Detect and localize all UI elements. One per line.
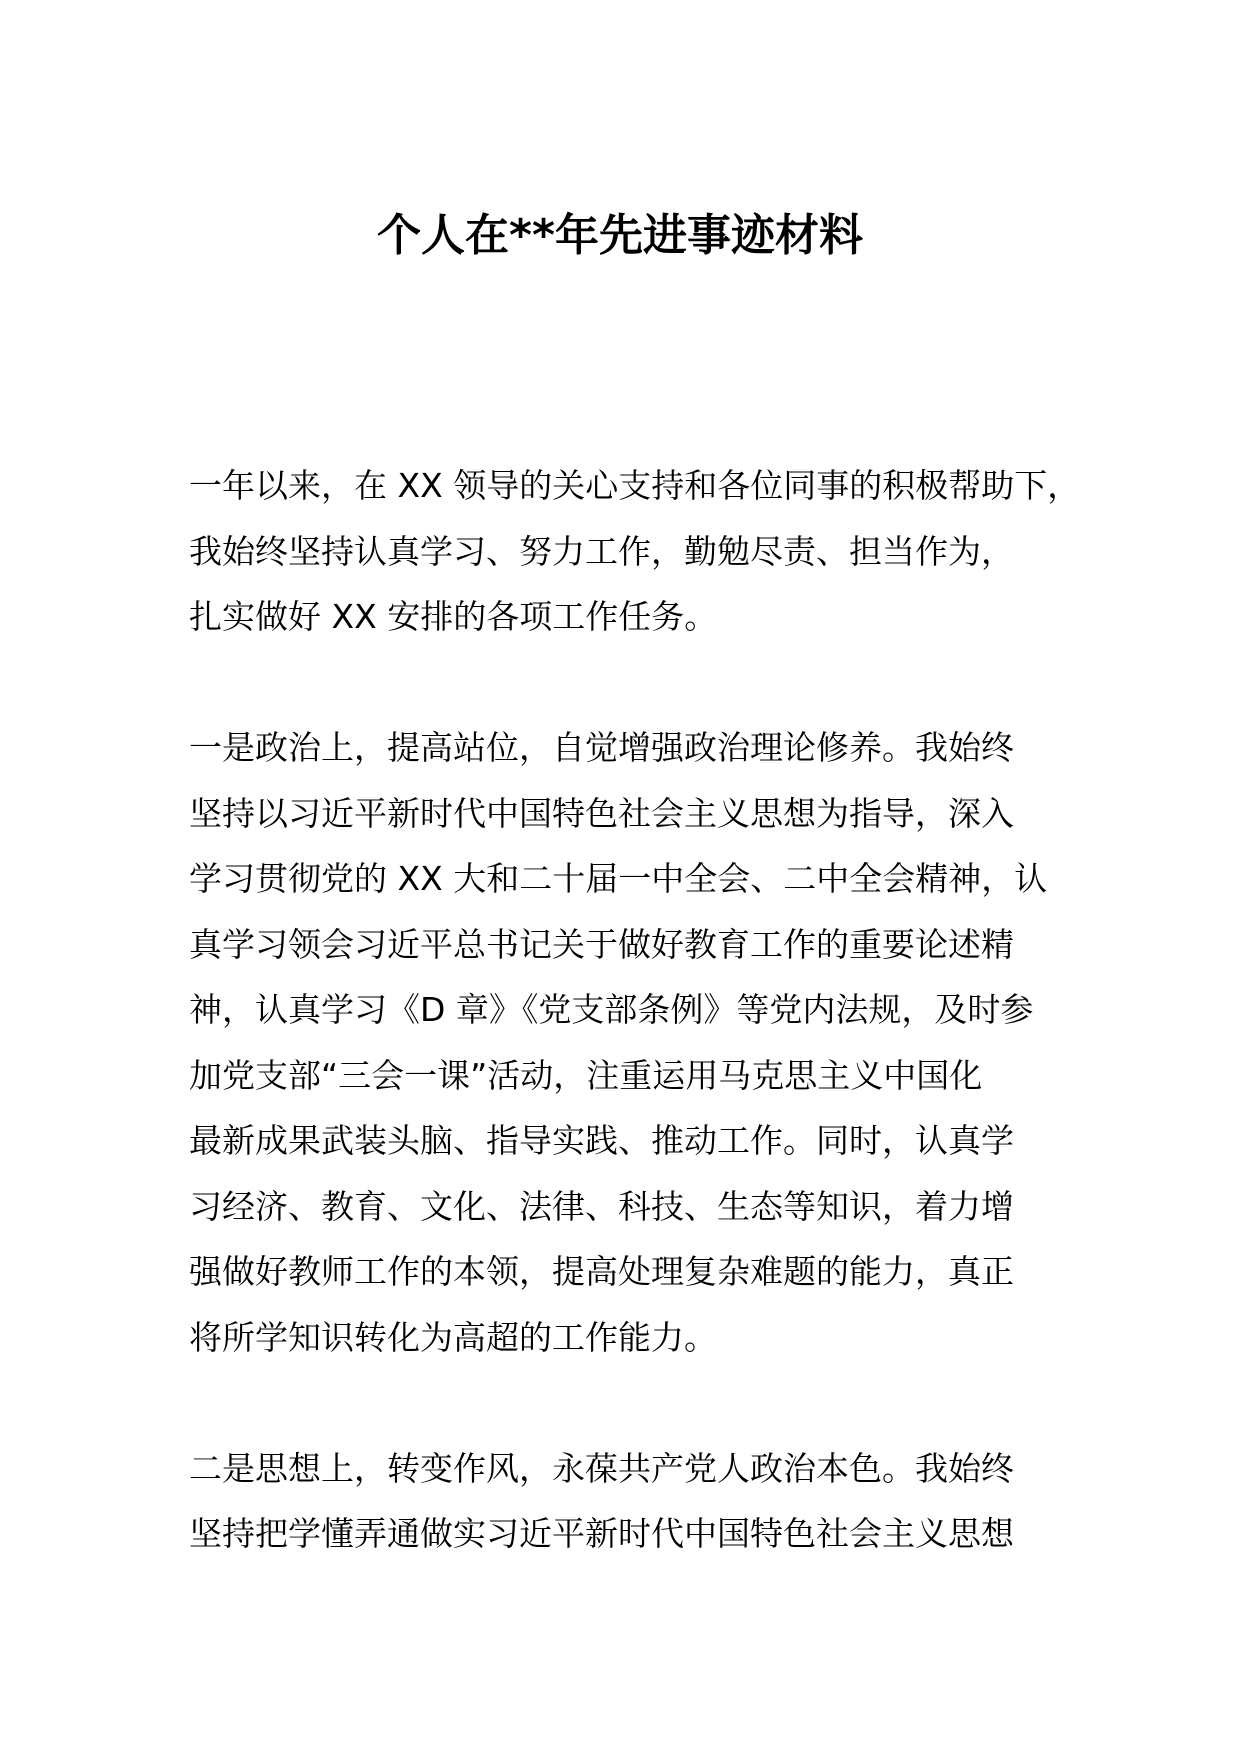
text-line: 将所学知识转化为高超的工作能力。 [189,1317,717,1357]
text-line: 坚持以习近平新时代中国特色社会主义思想为指导，深入 [189,793,1014,833]
text-line: 坚持把学懂弄通做实习近平新时代中国特色社会主义思想 [189,1514,1014,1553]
paragraph-3 [189,1436,1089,1567]
paragraph-2 [189,715,1089,1370]
text-line: 强做好教师工作的本领，提高处理复杂难题的能力，真正 [189,1252,1014,1291]
document-title: 个人在**年先进事迹材料 [376,210,864,261]
text-line: 学习贯彻党的 XX 大和二十届一中全会、二中全会精神，认 [189,859,1048,898]
text-line: 二是思想上，转变作风，永葆共产党人政治本色。我始终 [189,1448,1014,1488]
paragraph-1 [189,453,1089,650]
text-line: 最新成果武装头脑、指导实践、推动工作。同时，认真学 [189,1121,1014,1160]
text-line: 真学习领会习近平总书记关于做好教育工作的重要论述精 [189,924,1014,964]
text-line: 我始终坚持认真学习、努力工作，勤勉尽责、担当作为， [189,531,1014,571]
text-line: 一是政治上，提高站位，自觉增强政治理论修养。我始终 [189,728,1014,767]
text-line: 扎实做好 XX 安排的各项工作任务。 [189,597,718,636]
text-line: 一年以来，在 XX 领导的关心支持和各位同事的积极帮助下， [189,466,1081,505]
text-line: 加党支部“三会一课”活动，注重运用马克思主义中国化 [189,1055,983,1095]
text-line: 习经济、教育、文化、法律、科技、生态等知识，着力增 [189,1186,1014,1226]
text-line: 神，认真学习《D 章》《党支部条例》等党内法规，及时参 [189,990,1034,1029]
document-body [189,453,1089,1632]
